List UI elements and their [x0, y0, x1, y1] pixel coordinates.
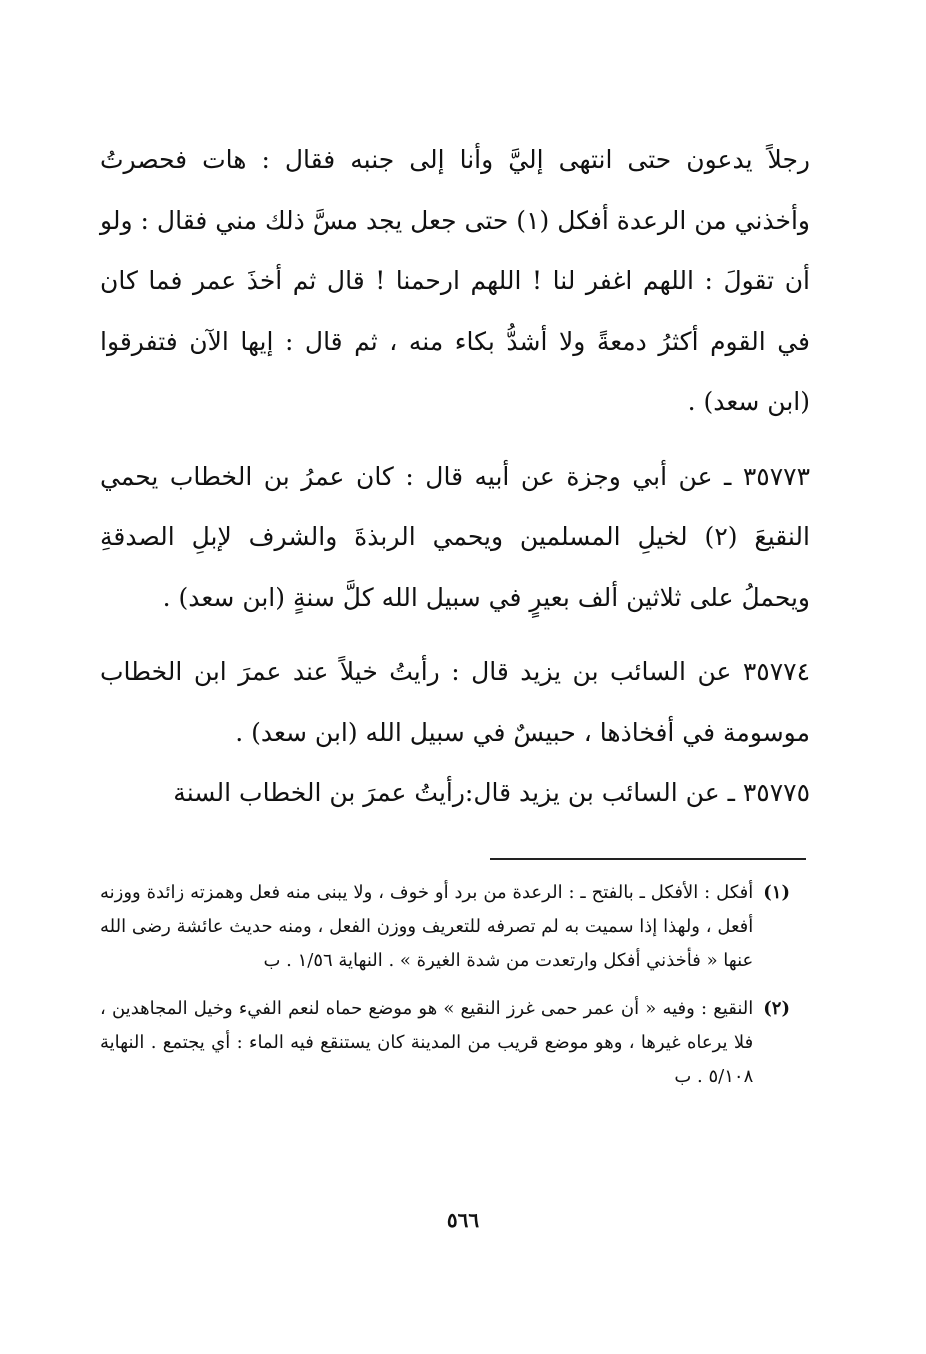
- main-text: [100, 130, 810, 824]
- footnote-text: أفكل : الأفكل ـ بالفتح ـ : الرعدة من برد أو خوف ، ولا يبنى منه فعل وهمزته زائدة ووزنه أفعل ، ولهذا إذا سميت به لم تصرفه للتعريف ووزن الفعل ، ومنه حديث عائشة رضى الله عنها « فأخذني أفكل وارتعدت من شدة الغيرة » . النهاية ١/٥٦ . ب: [100, 882, 754, 971]
- page-number: ٥٦٦: [446, 1208, 480, 1232]
- footnote-text: النقيع : وفيه « أن عمر حمى غرز النقيع » هو موضع حماه لنعم الفيء وخيل المجاهدين ، فلا يرعاه غيرها ، وهو موضع قريب من المدينة كان يستنقع فيه الماء : أي يجتمع . النهاية ٥/١٠٨ . ب: [100, 998, 754, 1087]
- footnote-number: (٢): [763, 998, 790, 1019]
- footnote-number: (١): [763, 882, 790, 903]
- footnote-1: [100, 876, 790, 978]
- footnote-divider: [490, 858, 806, 860]
- footnote-2: [100, 992, 790, 1094]
- footnotes: [100, 876, 790, 1094]
- paragraph-hadith-35774: ٣٥٧٧٤ عن السائب بن يزيد قال : رأيتُ خيلاً عند عمرَ ابن الخطاب موسومة في أفخاذها ، حبيسٌ في سبيل الله (ابن سعد) .: [100, 657, 810, 747]
- paragraph-hadith-35775: ٣٥٧٧٥ ـ عن السائب بن يزيد قال:رأيتُ عمرَ بن الخطاب السنة: [173, 778, 810, 807]
- paragraph-hadith-35773: ٣٥٧٧٣ ـ عن أبي وجزة عن أبيه قال : كان عمرُ بن الخطاب يحمي النقيعَ (٢) لخيلِ المسلمين ويحمي الربذةَ والشرف لإبلِ الصدقةِ ويحملُ على ثلاثين ألف بعيرٍ في سبيل الله كلَّ سنةٍ (ابن سعد) .: [100, 461, 810, 612]
- paragraph-continuation: رجلاً يدعون حتى انتهى إليَّ وأنا إلى جنبه فقال : هات فحصرتُ وأخذني من الرعدة أفكل (١) حتى جعل يجد مسَّ ذلك مني فقال : ولو أن تقولَ : اللهم اغفر لنا ! اللهم ارحمنا ! قال ثم أخذَ عمر فما كان في القوم أكثرُ دمعةً ولا أشدُّ بكاء منه ، ثم قال : إيها الآن فتفرقوا (ابن سعد) .: [100, 145, 810, 416]
